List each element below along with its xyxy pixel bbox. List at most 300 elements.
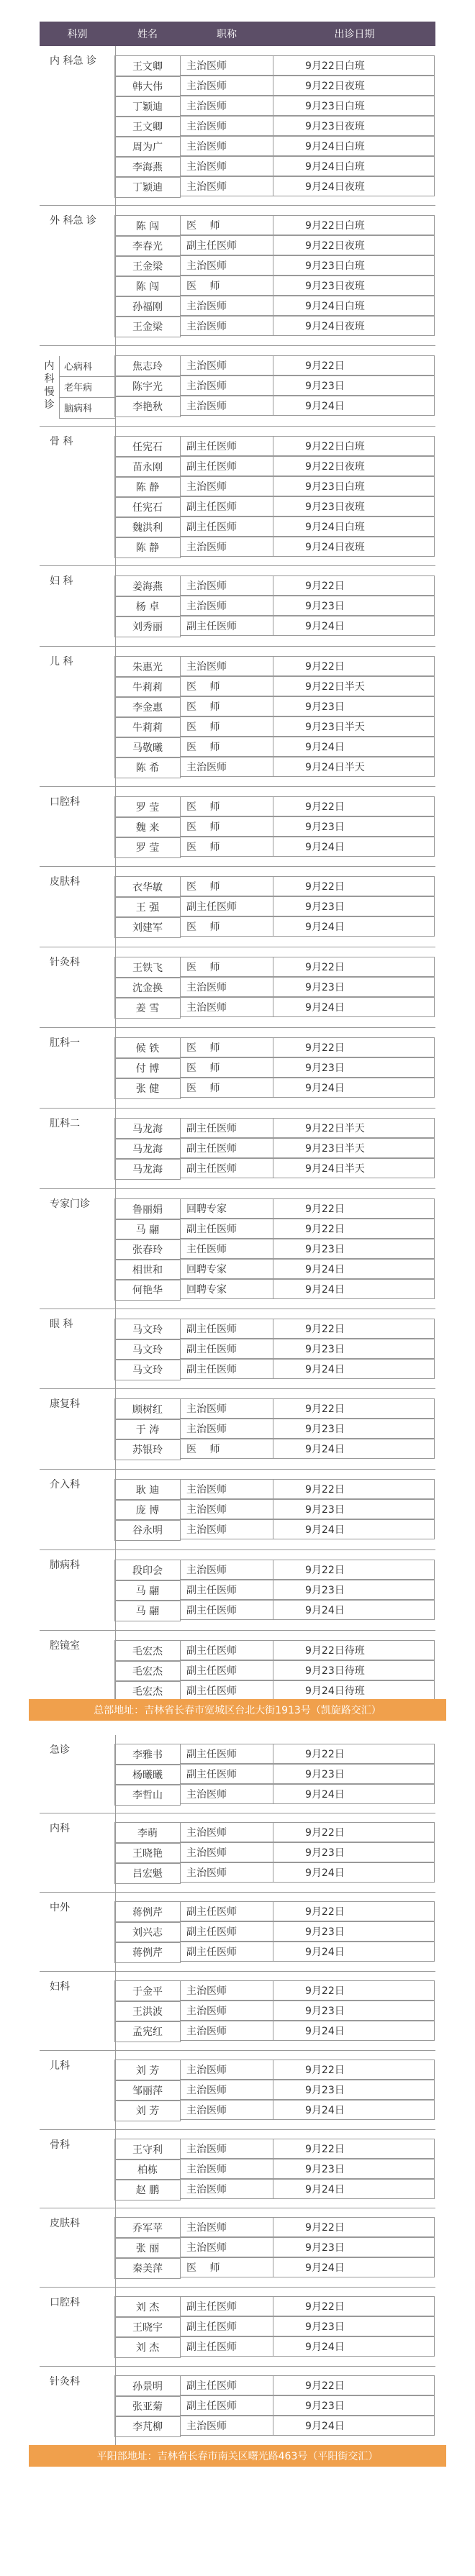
doctor-name: 张 健	[114, 1078, 181, 1099]
doctor-title: 副主任医师	[180, 1580, 273, 1600]
department-cell	[40, 867, 116, 947]
staff-rows	[115, 216, 435, 337]
doctor-title: 主治医师	[180, 1499, 273, 1519]
doctor-title: 副主任医师	[180, 1640, 273, 1660]
table-row	[115, 1219, 435, 1239]
department-group	[40, 947, 435, 1028]
doctor-name: 李春光	[114, 235, 181, 257]
doctor-title: 副主任医师	[180, 2316, 273, 2336]
department-group	[40, 1813, 435, 1893]
clinic-date: 9月24日	[273, 1078, 435, 1098]
department-cell	[40, 1389, 116, 1469]
department-cell	[40, 2367, 116, 2445]
department-cell	[40, 2288, 116, 2366]
table-row	[115, 517, 435, 537]
doctor-name: 孟宪红	[114, 2021, 181, 2042]
table-row	[115, 2297, 435, 2317]
doctor-name: 焦志玲	[114, 355, 181, 377]
doctor-title: 主治医师	[180, 76, 273, 96]
department-label: 外 科急 诊	[50, 215, 96, 227]
department-group	[40, 2367, 435, 2446]
staff-rows	[115, 1744, 435, 1805]
doctor-title: 医 师	[180, 816, 273, 837]
staff-rows	[115, 1823, 435, 1883]
doctor-title: 医 师	[180, 716, 273, 737]
doctor-name: 相世和	[114, 1259, 181, 1280]
doctor-title: 主治医师	[180, 2159, 273, 2179]
doctor-title: 主治医师	[180, 355, 273, 376]
doctor-title: 主治医师	[180, 316, 273, 336]
department-label-char: 科	[44, 373, 55, 386]
table-row	[115, 76, 435, 96]
department-cell	[40, 346, 116, 426]
clinic-date: 9月23日	[273, 2159, 435, 2179]
table-row	[115, 576, 435, 596]
table-row	[115, 1058, 435, 1078]
doctor-name: 陈 希	[114, 757, 181, 778]
staff-rows	[115, 1199, 435, 1300]
department-cell	[40, 1309, 116, 1389]
table-row	[115, 817, 435, 837]
table-row	[115, 2317, 435, 2337]
address-banner-branch: 平阳部地址：吉林省长春市南关区曙光路463号（平阳街交汇）	[29, 2445, 446, 2467]
doctor-title: 主治医师	[180, 537, 273, 557]
table-row	[115, 1419, 435, 1439]
table-row	[115, 216, 435, 236]
table-row	[115, 616, 435, 637]
department-label-char: 慢	[44, 386, 55, 399]
clinic-date: 9月23日	[273, 1842, 435, 1862]
table-row	[115, 1661, 435, 1681]
doctor-title: 主治医师	[180, 2217, 273, 2237]
doctor-title: 主治医师	[180, 396, 273, 416]
doctor-title: 主治医师	[180, 136, 273, 156]
clinic-date: 9月22日	[273, 2217, 435, 2237]
clinic-date: 9月23日	[273, 977, 435, 997]
doctor-title: 副主任医师	[180, 1219, 273, 1239]
doctor-name: 马文玲	[114, 1359, 181, 1380]
table-row	[115, 717, 435, 737]
clinic-date: 9月22日	[273, 1198, 435, 1219]
table-row	[115, 917, 435, 937]
doctor-title: 主治医师	[180, 1862, 273, 1883]
clinic-date: 9月23日白班	[273, 96, 435, 116]
staff-rows	[115, 1560, 435, 1621]
table-row	[115, 2139, 435, 2159]
doctor-name: 李哲山	[114, 1784, 181, 1806]
clinic-date: 9月24日夜班	[273, 537, 435, 557]
doctor-title: 副主任医师	[180, 616, 273, 636]
doctor-name: 段印会	[114, 1560, 181, 1581]
table-row	[115, 1319, 435, 1339]
doctor-name: 毛宏杰	[114, 1680, 181, 1702]
doctor-name: 魏洪利	[114, 516, 181, 538]
table-row	[115, 757, 435, 778]
doctor-title: 主治医师	[180, 1560, 273, 1580]
table-row	[115, 2218, 435, 2238]
doctor-name: 陈 静	[114, 537, 181, 558]
table-row	[115, 1641, 435, 1661]
clinic-date: 9月22日	[273, 876, 435, 896]
schedule-table-main	[40, 46, 435, 1711]
table-row	[115, 236, 435, 256]
clinic-date: 9月22日	[273, 2060, 435, 2080]
doctor-title: 主治医师	[180, 2021, 273, 2041]
clinic-date: 9月23日	[273, 1921, 435, 1942]
doctor-title: 副主任医师	[180, 2395, 273, 2416]
doctor-title: 主治医师	[180, 2179, 273, 2199]
table-row	[115, 2080, 435, 2101]
table-row	[115, 1902, 435, 1922]
doctor-title: 回聘专家	[180, 1259, 273, 1279]
staff-rows	[115, 576, 435, 637]
clinic-date: 9月22日半天	[273, 1118, 435, 1138]
clinic-date: 9月22日夜班	[273, 456, 435, 476]
clinic-date: 9月24日	[273, 1942, 435, 1962]
clinic-date: 9月22日半天	[273, 676, 435, 696]
doctor-title: 医 师	[180, 1037, 273, 1057]
doctor-title: 副主任医师	[180, 2336, 273, 2357]
department-cell	[40, 206, 116, 345]
clinic-date: 9月23日	[273, 2237, 435, 2257]
doctor-title: 医 师	[180, 957, 273, 977]
doctor-title: 主治医师	[180, 296, 273, 316]
department-cell	[40, 1028, 116, 1108]
department-cell	[40, 1470, 116, 1549]
staff-rows	[115, 2139, 435, 2200]
clinic-date: 9月22日白班	[273, 55, 435, 76]
clinic-date: 9月24日	[273, 396, 435, 416]
doctor-name: 蒋例芹	[114, 1901, 181, 1923]
table-row	[115, 2159, 435, 2180]
table-row	[115, 96, 435, 117]
table-row	[115, 1439, 435, 1460]
department-label: 眼 科	[50, 1318, 73, 1330]
department-label: 骨科	[50, 2139, 70, 2151]
table-row	[115, 1863, 435, 1883]
doctor-title: 主治医师	[180, 997, 273, 1017]
department-group	[40, 647, 435, 787]
doctor-name: 杨曦曦	[114, 1764, 181, 1785]
clinic-date: 9月22日夜班	[273, 76, 435, 96]
table-row	[115, 1399, 435, 1419]
doctor-name: 陈 静	[114, 476, 181, 498]
clinic-date: 9月24日白班	[273, 156, 435, 176]
table-row	[115, 1601, 435, 1621]
department-group	[40, 1309, 435, 1390]
staff-rows	[115, 56, 435, 197]
department-cell	[40, 1893, 116, 1971]
clinic-date: 9月23日待班	[273, 1660, 435, 1680]
doctor-name: 毛宏杰	[114, 1640, 181, 1662]
table-row	[115, 657, 435, 677]
doctor-name: 陈 闯	[114, 276, 181, 297]
table-row	[115, 376, 435, 396]
clinic-date: 9月22日	[273, 796, 435, 816]
clinic-date: 9月23日	[273, 896, 435, 916]
clinic-date: 9月22日	[273, 575, 435, 596]
staff-rows	[115, 797, 435, 857]
department-group	[40, 1028, 435, 1109]
table-row	[115, 596, 435, 616]
doctor-name: 马 翮	[114, 1580, 181, 1601]
clinic-date: 9月23日	[273, 1057, 435, 1078]
department-group	[40, 1972, 435, 2051]
doctor-name: 张春玲	[114, 1239, 181, 1260]
doctor-name: 马 翮	[114, 1219, 181, 1240]
clinic-date: 9月24日	[273, 737, 435, 757]
table-row	[115, 2001, 435, 2021]
department-label: 儿科	[50, 2060, 70, 2072]
clinic-date: 9月22日	[273, 1980, 435, 2001]
department-group	[40, 2208, 435, 2288]
doctor-name: 刘秀丽	[114, 616, 181, 637]
doctor-name: 刘兴志	[114, 1921, 181, 1943]
department-group	[40, 1893, 435, 1972]
table-row	[115, 877, 435, 897]
doctor-name: 孙景明	[114, 2375, 181, 2397]
doctor-title: 主治医师	[180, 1822, 273, 1842]
department-group	[40, 206, 435, 346]
table-row	[115, 2416, 435, 2436]
clinic-date: 9月23日	[273, 696, 435, 716]
department-cell	[40, 1109, 116, 1188]
doctor-title: 主治医师	[180, 1398, 273, 1419]
table-row	[115, 2180, 435, 2200]
doctor-title: 副主任医师	[180, 1319, 273, 1339]
staff-rows	[115, 1641, 435, 1701]
clinic-date: 9月24日半天	[273, 1158, 435, 1178]
clinic-date: 9月22日	[273, 1319, 435, 1339]
address-banner-main: 总部地址：吉林省长春市宽城区台北大街1913号（凯旋路交汇）	[29, 1699, 446, 1721]
doctor-name: 于金平	[114, 1980, 181, 2002]
doctor-name: 李芃柳	[114, 2416, 181, 2437]
department-group	[40, 1550, 435, 1631]
staff-rows	[115, 2297, 435, 2357]
doctor-name: 周为广	[114, 136, 181, 158]
doctor-title: 副主任医师	[180, 1921, 273, 1942]
clinic-date: 9月22日	[273, 2375, 435, 2395]
table-row	[115, 737, 435, 757]
table-row	[115, 56, 435, 76]
doctor-name: 苗永刚	[114, 456, 181, 478]
doctor-title: 副主任医师	[180, 1660, 273, 1680]
table-row	[115, 797, 435, 817]
doctor-title: 主治医师	[180, 176, 273, 196]
doctor-title: 主治医师	[180, 1479, 273, 1499]
doctor-title: 医 师	[180, 2257, 273, 2277]
department-group	[40, 2288, 435, 2367]
clinic-date: 9月23日半天	[273, 1138, 435, 1158]
doctor-title: 回聘专家	[180, 1198, 273, 1219]
staff-rows	[115, 957, 435, 1018]
doctor-name: 衣华敏	[114, 876, 181, 898]
table-row	[115, 457, 435, 477]
table-row	[115, 1520, 435, 1540]
doctor-title: 主治医师	[180, 55, 273, 76]
doctor-title: 主任医师	[180, 1239, 273, 1259]
doctor-name: 孙福刚	[114, 296, 181, 317]
department-cell	[40, 947, 116, 1027]
table-row	[115, 957, 435, 978]
table-row	[115, 137, 435, 157]
doctor-name: 王金梁	[114, 316, 181, 337]
doctor-title: 主治医师	[180, 255, 273, 276]
table-header	[40, 22, 435, 46]
table-row	[115, 2101, 435, 2121]
clinic-date: 9月24日白班	[273, 296, 435, 316]
table-row	[115, 1942, 435, 1962]
department-label: 针灸科	[50, 957, 80, 969]
doctor-title: 主治医师	[180, 1419, 273, 1439]
table-row	[115, 1280, 435, 1300]
department-label: 妇 科	[50, 575, 73, 588]
department-group	[40, 1735, 435, 1814]
table-row	[115, 477, 435, 497]
doctor-name: 刘 芳	[114, 2060, 181, 2081]
clinic-date: 9月24日	[273, 2021, 435, 2041]
department-group	[40, 1470, 435, 1550]
doctor-title: 主治医师	[180, 2001, 273, 2021]
department-label: 内科	[50, 1823, 70, 1835]
table-row	[115, 317, 435, 337]
doctor-title: 副主任医师	[180, 1901, 273, 1921]
staff-rows	[115, 1119, 435, 1179]
department-label: 中外	[50, 1902, 70, 1914]
table-row	[115, 1681, 435, 1701]
doctor-title: 主治医师	[180, 2060, 273, 2080]
doctor-title: 主治医师	[180, 2416, 273, 2436]
clinic-date: 9月22日夜班	[273, 235, 435, 255]
doctor-title: 医 师	[180, 696, 273, 716]
doctor-title: 主治医师	[180, 1519, 273, 1539]
doctor-title: 副主任医师	[180, 1138, 273, 1158]
clinic-date: 9月23日	[273, 2316, 435, 2336]
table-row	[115, 1078, 435, 1098]
doctor-title: 副主任医师	[180, 1118, 273, 1138]
doctor-name: 邹丽萍	[114, 2080, 181, 2101]
doctor-title: 医 师	[180, 916, 273, 937]
clinic-date: 9月23日白班	[273, 476, 435, 496]
table-row	[115, 1480, 435, 1500]
table-row	[115, 1765, 435, 1785]
table-row	[115, 2337, 435, 2357]
staff-rows	[115, 1981, 435, 2042]
table-row	[115, 1360, 435, 1380]
clinic-date: 9月23日夜班	[273, 276, 435, 296]
clinic-date: 9月24日	[273, 616, 435, 636]
department-cell	[40, 1972, 116, 2050]
doctor-title: 主治医师	[180, 2100, 273, 2120]
table-row	[115, 1038, 435, 1058]
doctor-name: 付 博	[114, 1057, 181, 1079]
clinic-date: 9月24日白班	[273, 516, 435, 537]
clinic-date: 9月23日	[273, 1499, 435, 1519]
doctor-title: 医 师	[180, 676, 273, 696]
table-row	[115, 1843, 435, 1863]
department-cell	[40, 787, 116, 867]
table-row	[115, 396, 435, 417]
department-label: 腔镜室	[50, 1639, 80, 1652]
clinic-date: 9月22日	[273, 2296, 435, 2316]
doctor-title: 主治医师	[180, 575, 273, 596]
department-cell	[40, 1735, 116, 1813]
doctor-title: 副主任医师	[180, 1680, 273, 1701]
table-row	[115, 2258, 435, 2278]
table-row	[115, 1260, 435, 1280]
table-row	[115, 2060, 435, 2080]
department-label: 口腔科	[50, 796, 80, 808]
clinic-date: 9月24日	[273, 2416, 435, 2436]
department-group	[40, 867, 435, 947]
doctor-title: 主治医师	[180, 2139, 273, 2159]
doctor-name: 李艳秋	[114, 396, 181, 417]
doctor-title: 主治医师	[180, 757, 273, 777]
doctor-name: 李萌	[114, 1822, 181, 1844]
doctor-name: 牛莉莉	[114, 716, 181, 738]
clinic-date: 9月22日	[273, 1822, 435, 1842]
doctor-name: 马文玲	[114, 1319, 181, 1340]
doctor-name: 朱惠光	[114, 656, 181, 678]
clinic-date: 9月22日白班	[273, 436, 435, 456]
clinic-date: 9月24日夜班	[273, 316, 435, 336]
clinic-date: 9月24日	[273, 1784, 435, 1804]
doctor-name: 韩大伟	[114, 76, 181, 97]
doctor-name: 刘 杰	[114, 2296, 181, 2318]
staff-rows	[115, 2060, 435, 2121]
department-label: 针灸科	[50, 2375, 80, 2388]
department-label: 急诊	[50, 1744, 70, 1756]
doctor-name: 王 强	[114, 896, 181, 918]
header-title: 职称	[217, 29, 237, 40]
clinic-date: 9月24日	[273, 2257, 435, 2277]
table-row	[115, 897, 435, 917]
doctor-name: 蒋例芹	[114, 1942, 181, 1963]
doctor-name: 李雅书	[114, 1744, 181, 1765]
doctor-title: 主治医师	[180, 116, 273, 136]
subdepartment-list	[59, 356, 116, 419]
doctor-name: 庞 博	[114, 1499, 181, 1521]
table-row	[115, 1119, 435, 1139]
table-row	[115, 2396, 435, 2416]
doctor-title: 副主任医师	[180, 1158, 273, 1178]
doctor-title: 副主任医师	[180, 1942, 273, 1962]
clinic-date: 9月22日	[273, 1219, 435, 1239]
staff-rows	[115, 1038, 435, 1098]
staff-rows	[115, 437, 435, 557]
department-label: 骨 科	[50, 435, 73, 447]
clinic-date: 9月23日	[273, 816, 435, 837]
table-row	[115, 2021, 435, 2042]
doctor-title: 主治医师	[180, 156, 273, 176]
table-row	[115, 1199, 435, 1219]
doctor-title: 医 师	[180, 1439, 273, 1459]
staff-rows	[115, 1902, 435, 1962]
doctor-name: 姜 雪	[114, 997, 181, 1019]
subdepartment-label: 脑病科	[60, 398, 116, 419]
doctor-name: 谷永明	[114, 1519, 181, 1541]
department-label: 妇科	[50, 1980, 70, 1993]
doctor-name: 王晓宇	[114, 2316, 181, 2338]
doctor-title: 副主任医师	[180, 2296, 273, 2316]
doctor-name: 杨 卓	[114, 596, 181, 617]
clinic-date: 9月23日	[273, 1239, 435, 1259]
table-row	[115, 1139, 435, 1159]
department-label: 介入科	[50, 1479, 80, 1491]
clinic-date: 9月24日半天	[273, 757, 435, 777]
table-row	[115, 2238, 435, 2258]
table-row	[115, 1785, 435, 1805]
